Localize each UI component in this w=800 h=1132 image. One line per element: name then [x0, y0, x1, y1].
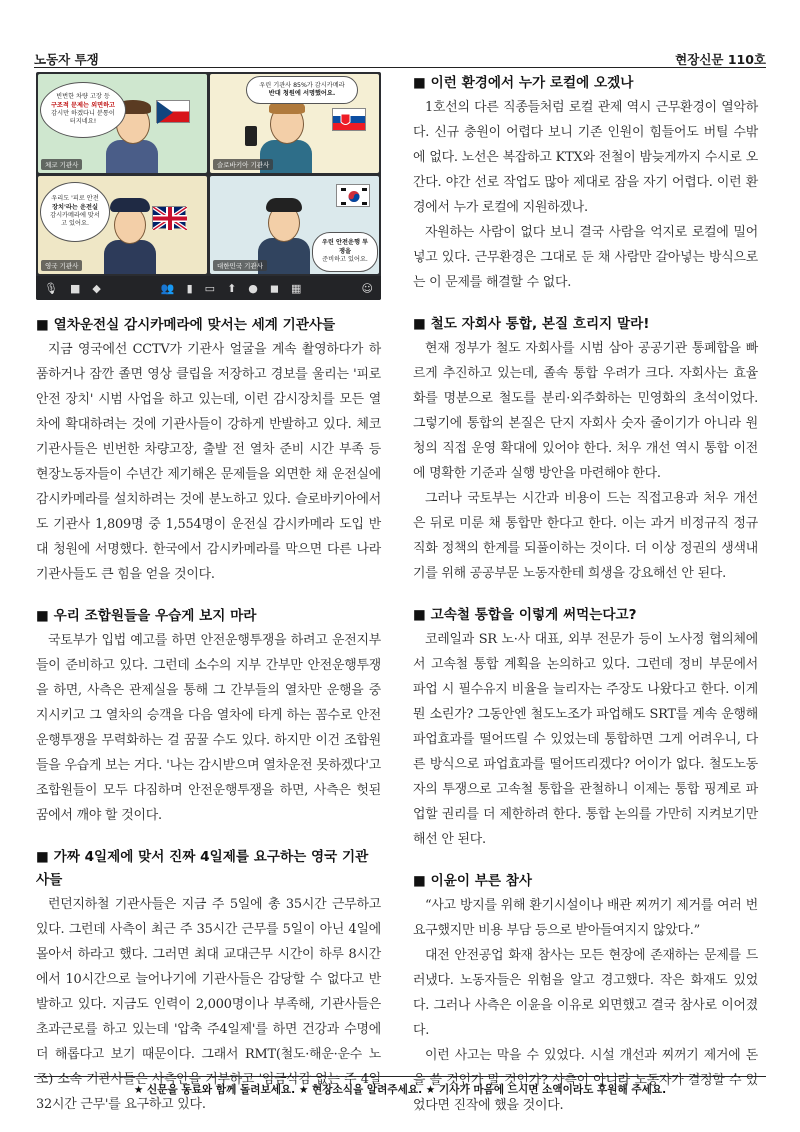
article-title: ■ 이윤이 부른 참사	[413, 873, 532, 889]
chart-icon[interactable]: ▮	[186, 281, 193, 295]
article-paragraph: 1호선의 다른 직종들처럼 로컬 관제 역시 근무환경이 열악하다. 신규 충원이 어렵다 보니 기존 인원이 힘들어도 버틸 수밖에 없다. 노선은 복잡하고 KTX와 전철이 밤늦게까지 수시로 오간다. 야간 선로 작업도 많아 제대로 잠을 자기 어렵다. 이런 환경에서 누가 로컬에 지원하겠나.	[413, 100, 758, 215]
article-cctv	[36, 314, 381, 587]
footer-notice: ★ 신문을 동료와 함께 돌려보세요. ★ 현장소식을 알려주세요. ★ 기사가 마음에 드시면 소액이라도 후원해 주세요.	[133, 1084, 667, 1096]
comic-panel-czech	[38, 74, 207, 173]
left-column	[36, 72, 381, 1117]
header-left: 노동자 투쟁	[34, 52, 99, 67]
cc-icon[interactable]: ◼	[269, 281, 280, 295]
comic-panel-slovak	[210, 74, 379, 173]
article-title: ■ 우리 조합원들을 우습게 보지 마라	[36, 608, 257, 624]
share-icon[interactable]: ⬆	[227, 281, 237, 295]
article-paragraph: 자원하는 사람이 없다 보니 결국 사람을 억지로 로컬에 밀어넣고 있다. 근무환경은 그대로 둔 채 사람만 갈아넣는 방식으로는 이 문제를 해결할 수 없다.	[413, 225, 758, 290]
article-quote: “사고 방지를 위해 환기시설이나 배관 찌꺼기 제거를 여러 번 요구했지만 비용 부담 등으로 받아들여지지 않았다.”	[413, 898, 758, 938]
article-paragraph: 지금 영국에선 CCTV가 기관사 얼굴을 계속 촬영하다가 하품하거나 잠깐 졸면 영상 클립을 저장하고 경보를 울리는 '피로 안전 장치' 시범 사업을 하고 있는데, 이런 감시장치를 모든 열차에 확대하려는 것에 기관사들이 강하게 반발하고 있다. 체코 기관사들은 빈번한 차량고장, 출발 전 열차 준비 시간 부족 등 현장노동자들이 수년간 제기해온 문제들을 외면한 채 운전실에 감시카메라를 설치하려는 것에 분노하고 있다. 슬로바키아에서도 기관사 1,809명 중 1,554명이 운전실 감시카메라 도입 반대 청원에 서명했다. 한국에서 감시카메라를 막으면 다른 나라 기관사들도 큰 힘을 얻을 것이다.	[36, 342, 381, 582]
czech-speech-bubble: 빈번한 차량 고장 등 구조적 문제는 외면하고 감시만 하겠다니 분통이 터지네요!	[40, 82, 126, 138]
uk-speech-bubble: 우리도 '피로 안전 장치'라는 운전실 감시카메라에 맞서 고 있어요.	[40, 182, 110, 242]
korea-label: 대한민국 기관사	[213, 260, 267, 271]
uk-label: 영국 기관사	[41, 260, 82, 271]
article-paragraph: 그러나 국토부는 시간과 비용이 드는 직접고용과 처우 개선은 뒤로 미룬 채 통합만 한다고 한다. 이는 과거 비정규직 정규직화 정책의 한계를 되풀이하는 것이다. 더 이상 정권의 생색내기를 위해 공공부문 노동자한테 희생을 강요해선 안 된다.	[413, 491, 758, 581]
article-title: ■ 열차운전실 감시카메라에 맞서는 세계 기관사들	[36, 317, 336, 333]
korea-speech-bubble: 우린 안전운행 투쟁을 준비하고 있어요.	[312, 232, 378, 272]
chat-icon[interactable]: ▭	[204, 281, 216, 295]
article-title: ■ 가짜 4일제에 맞서 진짜 4일제를 요구하는 영국 기관사들	[36, 849, 369, 888]
article-disaster	[413, 870, 758, 1118]
video-call-toolbar	[36, 276, 381, 300]
right-column	[413, 72, 758, 1118]
page-header	[34, 42, 766, 68]
header-issue: 현장신문 110호	[675, 52, 766, 67]
reaction-icon[interactable]: ☺	[361, 281, 373, 295]
article-paragraph: 국토부가 입법 예고를 하면 안전운행투쟁을 하려고 운전지부들이 준비하고 있다. 그런데 소수의 지부 간부만 안전운행투쟁을 하면, 사측은 관제실을 통해 그 간부들의 열차만 운행을 중지시키고 그 열차의 승객을 다음 열차에 타게 하는 꼼수로 안전운행투쟁을 무력화하는 걸 꿈꿀 수도 있다. 하지만 이건 조합원들을 우습게 보는 거다. '나는 감시받으며 열차운전 못하겠다'고 조합원들이 모두 다짐하며 안전운행투쟁을 하면, 사측은 헛된 꿈에서 깨야 할 것이다.	[36, 633, 381, 823]
camera-icon[interactable]: ■	[69, 281, 81, 295]
article-paragraph: 이런 사고는 막을 수 있었다. 시설 개선과 찌꺼기 제거에 돈을 쓸 것인가 말 것인가? 사측이 아니라 노동자가 결정할 수 있었다면 진작에 했을 것이다.	[413, 1048, 758, 1113]
czech-flag-icon	[156, 100, 190, 123]
article-high-speed	[413, 604, 758, 852]
comic-panel-uk	[38, 176, 207, 274]
article-paragraph: 런던지하철 기관사들은 지금 주 5일에 총 35시간 근무하고 있다. 그런데 사측이 최근 주 35시간 근무를 5일이 아닌 4일에 몰아서 하라고 했다. 그러면 최대 교대근무 시간이 하루 8시간에서 10시간으로 늘어나기에 기관사들은 감당할 수 없다고 반발하고 있다. 지금도 인력이 2,000명이나 부족해, 기관사들은 초과근로를 하고 있는데 '압축 주4일제'를 하면 건강과 수명에 더 해롭다고 보기 때문이다. 그래서 RMT(철도·해운·운수 노조) 소속 기관사들은 사측안을 거부하고 '임금삭감 없는 주 4일 32시간 근무'를 요구하고 있다.	[36, 897, 381, 1112]
header-rule	[34, 67, 766, 68]
article-local-control	[413, 72, 758, 295]
comic-panel-korea	[210, 176, 379, 274]
article-subsidiary	[413, 313, 758, 586]
microphone-icon[interactable]: 🎙	[44, 281, 58, 295]
participants-icon[interactable]: 👥	[160, 281, 175, 295]
shield-icon[interactable]: ◆	[92, 281, 101, 295]
grid-icon[interactable]: ▦	[291, 281, 302, 295]
article-paragraph: 대전 안전공업 화재 참사는 모든 현장에 존재하는 문제를 드러냈다. 노동자들은 위험을 알고 경고했다. 작은 화재도 있었다. 그러나 사측은 이윤을 이유로 외면했고 결국 참사로 이어졌다.	[413, 948, 758, 1038]
record-icon[interactable]: ●	[248, 281, 258, 295]
slovak-speech-bubble: 우린 기관사 85%가 감시카메라 반대 청원에 서명했어요.	[246, 76, 358, 104]
slovak-label: 슬로바키아 기관사	[213, 159, 273, 170]
article-title: ■ 철도 자회사 통합, 본질 흐리지 말라!	[413, 316, 650, 332]
czech-label: 체코 기관사	[41, 159, 82, 170]
article-title: ■ 이런 환경에서 누가 로컬에 오겠나	[413, 75, 634, 91]
article-paragraph: 코레일과 SR 노·사 대표, 외부 전문가 등이 노사정 협의체에서 고속철 통합 계획을 논의하고 있다. 그런데 정비 부문에서 파업 시 필수유지 비율을 늘리자는 주장도 나왔다고 한다. 이게 뭔 소린가? 그동안엔 철도노조가 파업해도 SRT를 계속 운행해 파업효과를 떨어뜨릴 수 있었는데 통합하면 그게 어려우니, 다른 방식으로 파업효과를 떨어뜨리겠다? 어이가 없다. 철도노동자의 투쟁으로 고속철 통합을 관철하니 이제는 통합 핑계로 파업할 권리를 더 제한하려 한다. 통합 논의를 가만히 지켜보기만 해선 안 된다.	[413, 632, 758, 847]
korea-flag-icon	[336, 184, 370, 207]
slovak-flag-icon	[332, 108, 366, 131]
article-paragraph: 현재 정부가 철도 자회사를 시범 삼아 공공기관 통폐합을 빠르게 추진하고 있는데, 졸속 통합 우려가 크다. 자회사는 효율화를 명분으로 철도를 분리·외주화하는 민영화의 초석이었다. 그렇기에 통합의 본질은 단지 자회사 숫자 줄이기가 아니라 원청의 직접 운영 확대에 있어야 한다. 처우 개선 역시 통합 이전에 명확한 기준과 실행 방안을 마련해야 한다.	[413, 341, 758, 481]
uk-flag-icon	[152, 206, 186, 229]
article-title: ■ 고속철 통합을 이렇게 써먹는다고?	[413, 607, 637, 623]
footer-rule	[34, 1076, 766, 1077]
comic-illustration	[36, 72, 381, 300]
article-members	[36, 605, 381, 828]
